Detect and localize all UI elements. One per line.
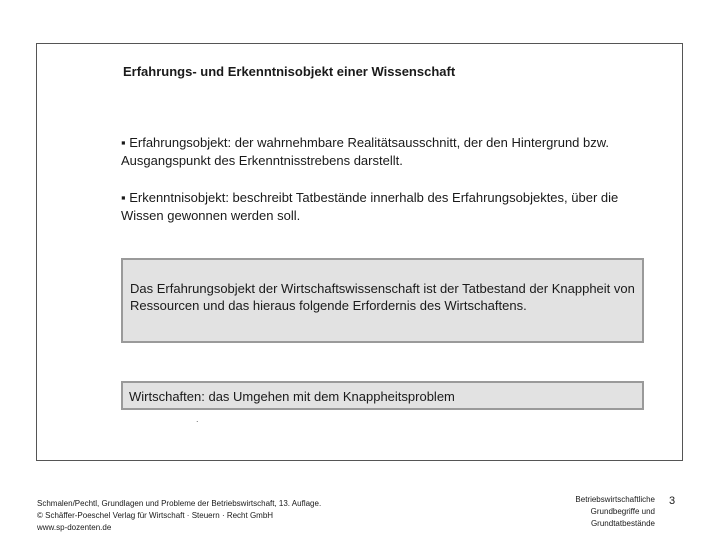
chapter-line: Grundtatbestände (590, 519, 655, 528)
bullet-erkenntnisobjekt: ▪ Erkenntnisobjekt: beschreibt Tatbestände innerhalb des Erfahrungsobjektes, über die Wissen gewonnen werden soll. (121, 190, 619, 223)
summary-box: Wirtschaften: das Umgehen mit dem Knappheitsproblem (121, 381, 644, 410)
footer-citation (37, 498, 321, 534)
stray-mark: . (196, 414, 199, 424)
page-number: 3 (669, 495, 676, 507)
footer-chapter (575, 494, 655, 530)
definition-box: Das Erfahrungsobjekt der Wirtschaftswissenschaft ist der Tatbestand der Knappheit von Ressourcen und das hieraus folgende Erfordernis des Wirtschaftens. (121, 258, 644, 343)
citation-line: Schmalen/Pechtl, Grundlagen und Probleme der Betriebswirtschaft, 13. Auflage. (37, 499, 322, 508)
bullet-erfahrungsobjekt: ▪ Erfahrungsobjekt: der wahrnehmbare Realitätsausschnitt, der den Hintergrund bzw. Ausgangspunkt des Erkenntnisstrebens darstellt. (121, 135, 610, 168)
chapter-line: Betriebswirtschaftliche (575, 495, 655, 504)
citation-link[interactable]: www.sp-dozenten.de (37, 523, 112, 532)
slide-title: Erfahrungs- und Erkenntnisobjekt einer Wissenschaft (123, 64, 456, 79)
citation-line: © Schäffer-Poeschel Verlag für Wirtschaft · Steuern · Recht GmbH (37, 511, 274, 520)
chapter-line: Grundbegriffe und (590, 507, 655, 516)
